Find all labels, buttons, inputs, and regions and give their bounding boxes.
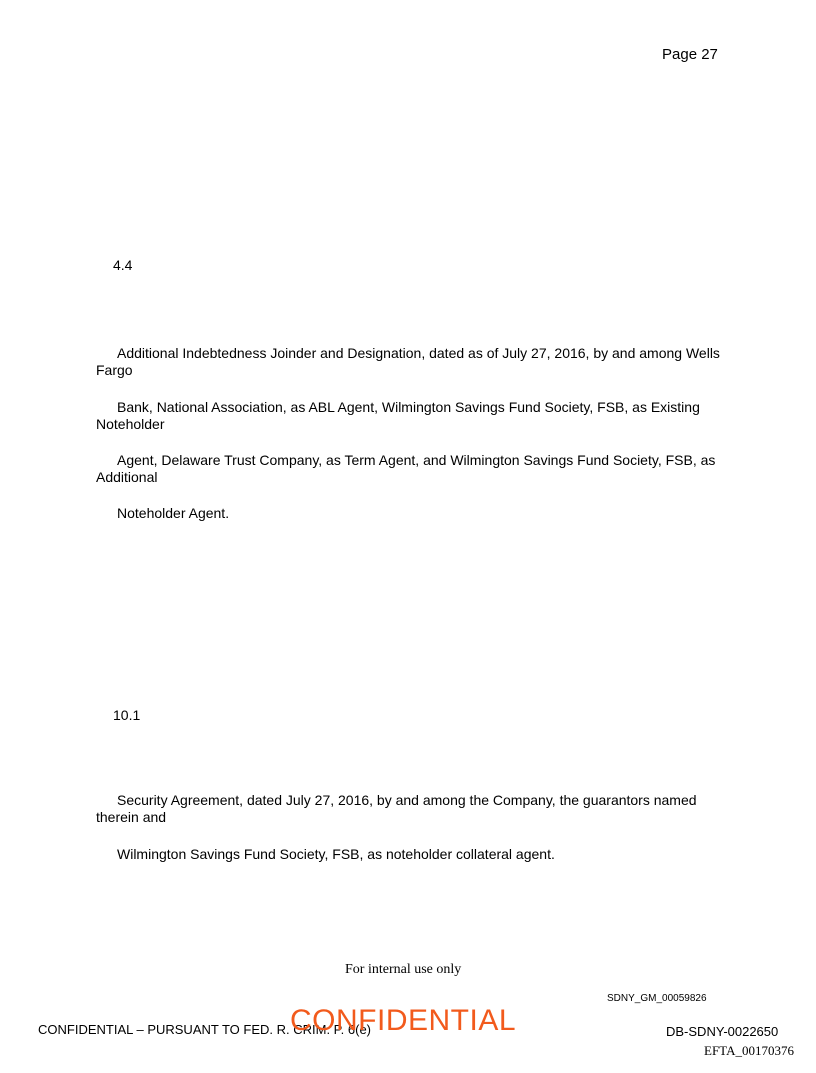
section-number: 4.4 [113,257,133,273]
paragraph-line [96,505,726,522]
paragraph-line [96,399,726,433]
line-text: Security Agreement, dated July 27, 2016, by and among the Company, the guarantors named therein and [96,792,697,825]
bates-number-db: DB-SDNY-0022650 [666,1024,779,1039]
line-text: Additional Indebtedness Joinder and Designation, dated as of July 27, 2016, by and among Wells Fargo [96,345,720,378]
line-text: Bank, National Association, as ABL Agent, Wilmington Savings Fund Society, FSB, as Existing Noteholder [96,399,700,432]
line-text: Agent, Delaware Trust Company, as Term Agent, and Wilmington Savings Fund Society, FSB, as Additional [96,452,716,485]
bates-number-sdny: SDNY_GM_00059826 [607,993,707,1004]
line-text: Wilmington Savings Fund Society, FSB, as noteholder collateral agent. [117,846,555,862]
internal-use-note: For internal use only [345,962,462,977]
paragraph-line [96,452,726,486]
paragraph-line [96,792,726,826]
paragraph-line [96,846,726,863]
bates-number-efta: EFTA_00170376 [704,1043,794,1058]
paragraph-line [96,345,726,379]
confidential-stamp: CONFIDENTIAL [290,1004,517,1037]
confidential-notice: CONFIDENTIAL – PURSUANT TO FED. R. CRIM. P. 6(e) [38,1022,372,1037]
section-number: 10.1 [113,707,141,723]
line-text: Noteholder Agent. [117,505,230,521]
page-number: Page 27 [662,46,718,63]
